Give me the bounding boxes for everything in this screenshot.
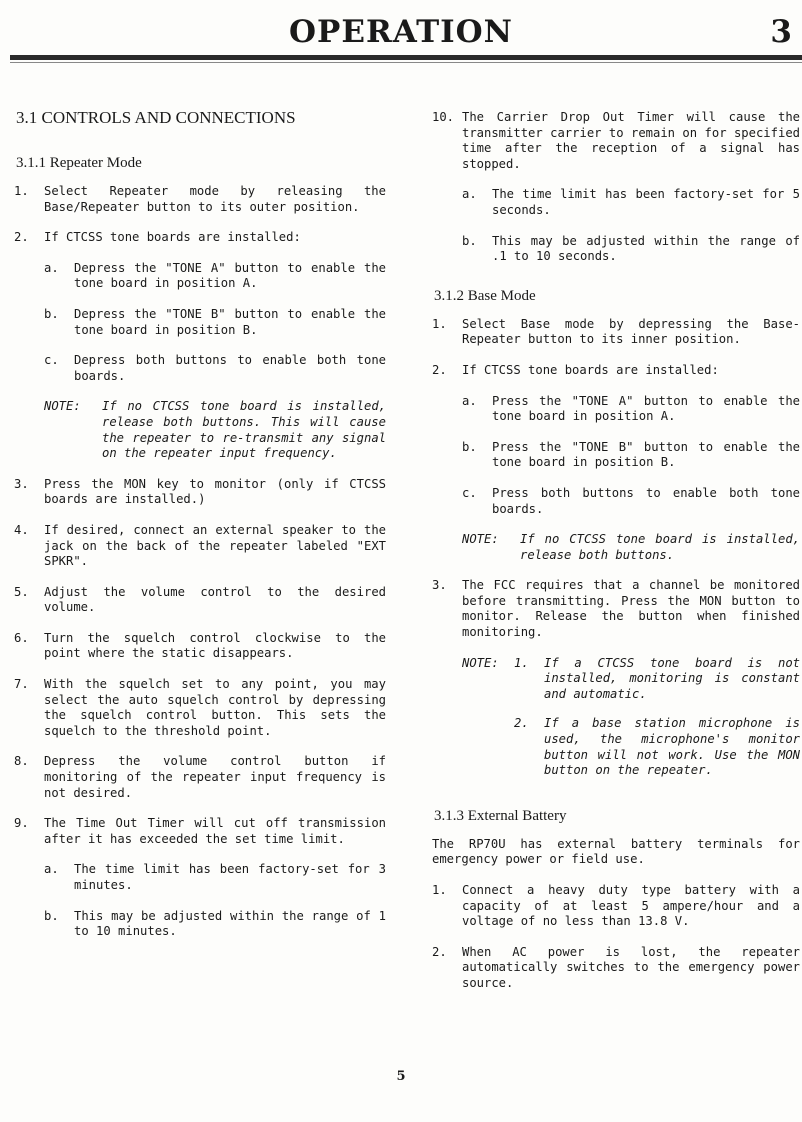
list-item: 7. With the squelch set to any point, you may select the auto squelch control by depressing the squelch control button. This sets the squelch to the threshold point. [14,677,386,738]
note: NOTE: If no CTCSS tone board is installed, release both buttons. [462,532,800,562]
list-item: 4. If desired, connect an external speaker to the jack on the back of the repeater labeled "EXT SPKR". [14,522,386,569]
list-item: 2. When AC power is lost, the repeater automatically switches to the emergency power source. [432,944,800,990]
sub-item: b. Depress the "TONE B" button to enable the tone board in position B. [44,306,386,337]
subsection-heading-battery: 3.1.3 External Battery [434,807,567,824]
sub-item: a. The time limit has been factory-set for 5 seconds. [462,187,800,217]
sub-item: a. Press the "TONE A" button to enable the tone board in position A. [462,393,800,424]
list-item: 2. If CTCSS tone boards are installed: [14,230,301,245]
right-column [432,110,800,1007]
page-title: OPERATION [289,14,513,50]
subsection-heading-repeater: 3.1.1 Repeater Mode [16,155,142,171]
note-list: NOTE: 1. If a CTCSS tone board is not installed, monitoring is constant and automatic. 2. If a base station microphone is used, the microphone's monitor button will not work. Use the MON button on the repeater. [462,655,800,778]
subsection-heading-base: 3.1.2 Base Mode [434,287,536,304]
note: NOTE: If no CTCSS tone board is installed, release both buttons. This will cause the repeater to re-transmit any signal on the repeater input frequency. [44,399,386,461]
list-item: 1. Select Repeater mode by releasing the Base/Repeater button to its outer position. [14,184,386,214]
list-item: 6. Turn the squelch control clockwise to the point where the static disappears. [14,630,386,661]
left-column [14,108,386,955]
page-number: 5 [396,1069,406,1084]
section-heading: 3.1 CONTROLS AND CONNECTIONS [16,108,296,127]
sub-item: b. This may be adjusted within the range of 1 to 10 minutes. [44,908,386,939]
list-item: 10. The Carrier Drop Out Timer will cause the transmitter carrier to remain on for specified time after the reception of a signal has stopped. [432,110,800,171]
sub-item: b. Press the "TONE B" button to enable the tone board in position B. [462,439,800,470]
sub-item: c. Press both buttons to enable both tone boards. [462,485,800,516]
list-item: 3. The FCC requires that a channel be monitored before transmitting. Press the MON button to monitor. Release the button when finished monitoring. [432,578,800,640]
list-item: 1. Connect a heavy duty type battery with a capacity of at least 5 ampere/hour and a voltage of no less than 13.8 V. [432,883,800,929]
list-item: 3. Press the MON key to monitor (only if CTCSS boards are installed.) [14,476,386,507]
list-item: 9. The Time Out Timer will cut off transmission after it has exceeded the set time limit. [14,816,386,846]
header-rule-thin [10,62,802,63]
sub-item: c. Depress both buttons to enable both tone boards. [44,353,386,383]
header-rule [10,55,802,60]
list-item: 2. If CTCSS tone boards are installed: [432,362,719,377]
sub-item: a. Depress the "TONE A" button to enable the tone board in position A. [44,260,386,291]
list-item: 8. Depress the volume control button if monitoring of the repeater input frequency is not desired. [14,754,386,800]
battery-intro: The RP70U has external battery terminals for emergency power or field use. [432,836,800,867]
sub-item: a. The time limit has been factory-set for 3 minutes. [44,862,386,892]
sub-item: b. This may be adjusted within the range of .1 to 10 seconds. [462,233,800,264]
list-item: 5. Adjust the volume control to the desired volume. [14,584,386,615]
chapter-number: 3 [770,14,792,50]
list-item: 1. Select Base mode by depressing the Base-Repeater button to its inner position. [432,316,800,347]
